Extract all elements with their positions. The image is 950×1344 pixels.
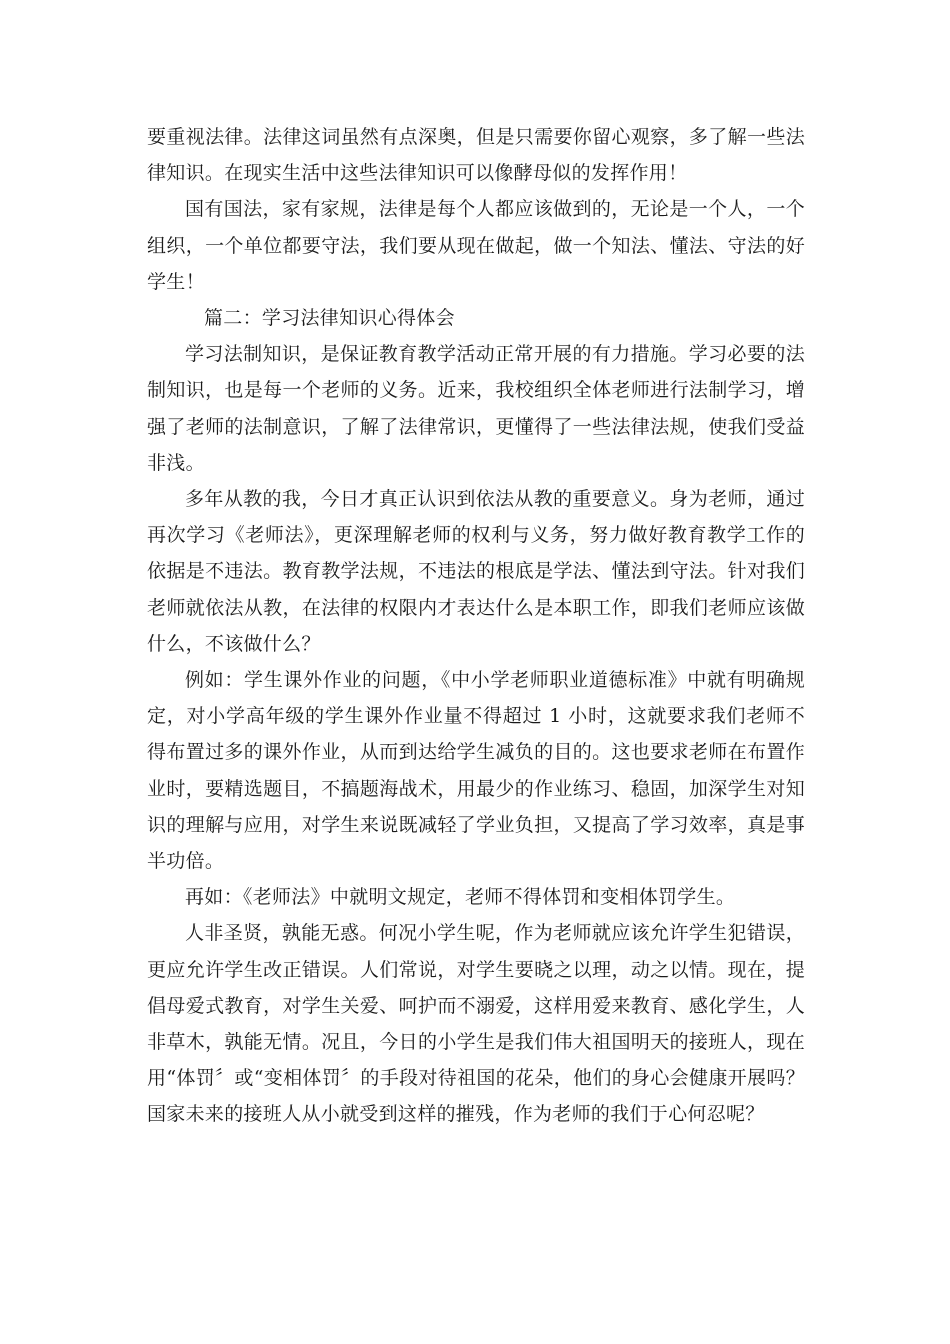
- paragraph-rule-of-law: 国有国法，家有家规，法律是每个人都应该做到的，无论是一个人，一个组织，一个单位都要守法，我们要从现在做起，做一个知法、懂法、守法的好学生！: [147, 198, 805, 293]
- paragraph-teaching-by-law: 多年从教的我，今日才真正认识到依法从教的重要意义。身为老师，通过再次学习《老师法》，更深理解老师的权利与义务，努力做好教育教学工作的依据是不违法。教育教学法规，不违法的根底是学法、懂法到守法。针对我们老师就依法从教，在法律的权限内才表达什么是本职工作，即我们老师应该做什么，不该做什么？: [147, 488, 805, 655]
- paragraph-continuation: 要重视法律。法律这词虽然有点深奥，但是只需要你留心观察，多了解一些法律知识。在现实生活中这些法律知识可以像酵母似的发挥作用！: [147, 126, 805, 185]
- paragraph-learning-law: 学习法制知识，是保证教育教学活动正常开展的有力措施。学习必要的法制知识，也是每一个老师的义务。近来，我校组织全体老师进行法制学习，增强了老师的法制意识，了解了法律常识，更懂得了一些法律法规，使我们受益非浅。: [147, 343, 805, 474]
- paragraph-punishment-example: 再如：《老师法》中就明文规定，老师不得体罚和变相体罚学生。: [185, 886, 736, 909]
- paragraph-forgiveness: 人非圣贤，孰能无惑。何况小学生呢，作为老师就应该允许学生犯错误，更应允许学生改正错误。人们常说，对学生要晓之以理，动之以情。现在，提倡母爱式教育，对学生关爱、呵护而不溺爱，这样用爱来教育、感化学生，人非草木，孰能无情。况且，今日的小学生是我们伟大祖国明天的接班人，现在用“体罚〞或“变相体罚〞的手段对待祖国的花朵，他们的身心会健康开展吗？国家未来的接班人从小就受到这样的摧残，作为老师的我们于心何忍呢？: [147, 922, 805, 1126]
- document-body: [147, 119, 805, 1133]
- section-heading: 篇二：学习法律知识心得体会: [204, 307, 455, 330]
- paragraph-homework-example: 例如：学生课外作业的问题，《中小学老师职业道德标准》中就有明确规定，对小学高年级的学生课外作业量不得超过 1 小时，这就要求我们老师不得布置过多的课外作业，从而到达给学生减负的目的。这也要求老师在布置作业时，要精选题目，不搞题海战术，用最少的作业练习、稳固，加深学生对知识的理解与应用，对学生来说既减轻了学业负担，又提高了学习效率，真是事半功倍。: [147, 669, 805, 873]
